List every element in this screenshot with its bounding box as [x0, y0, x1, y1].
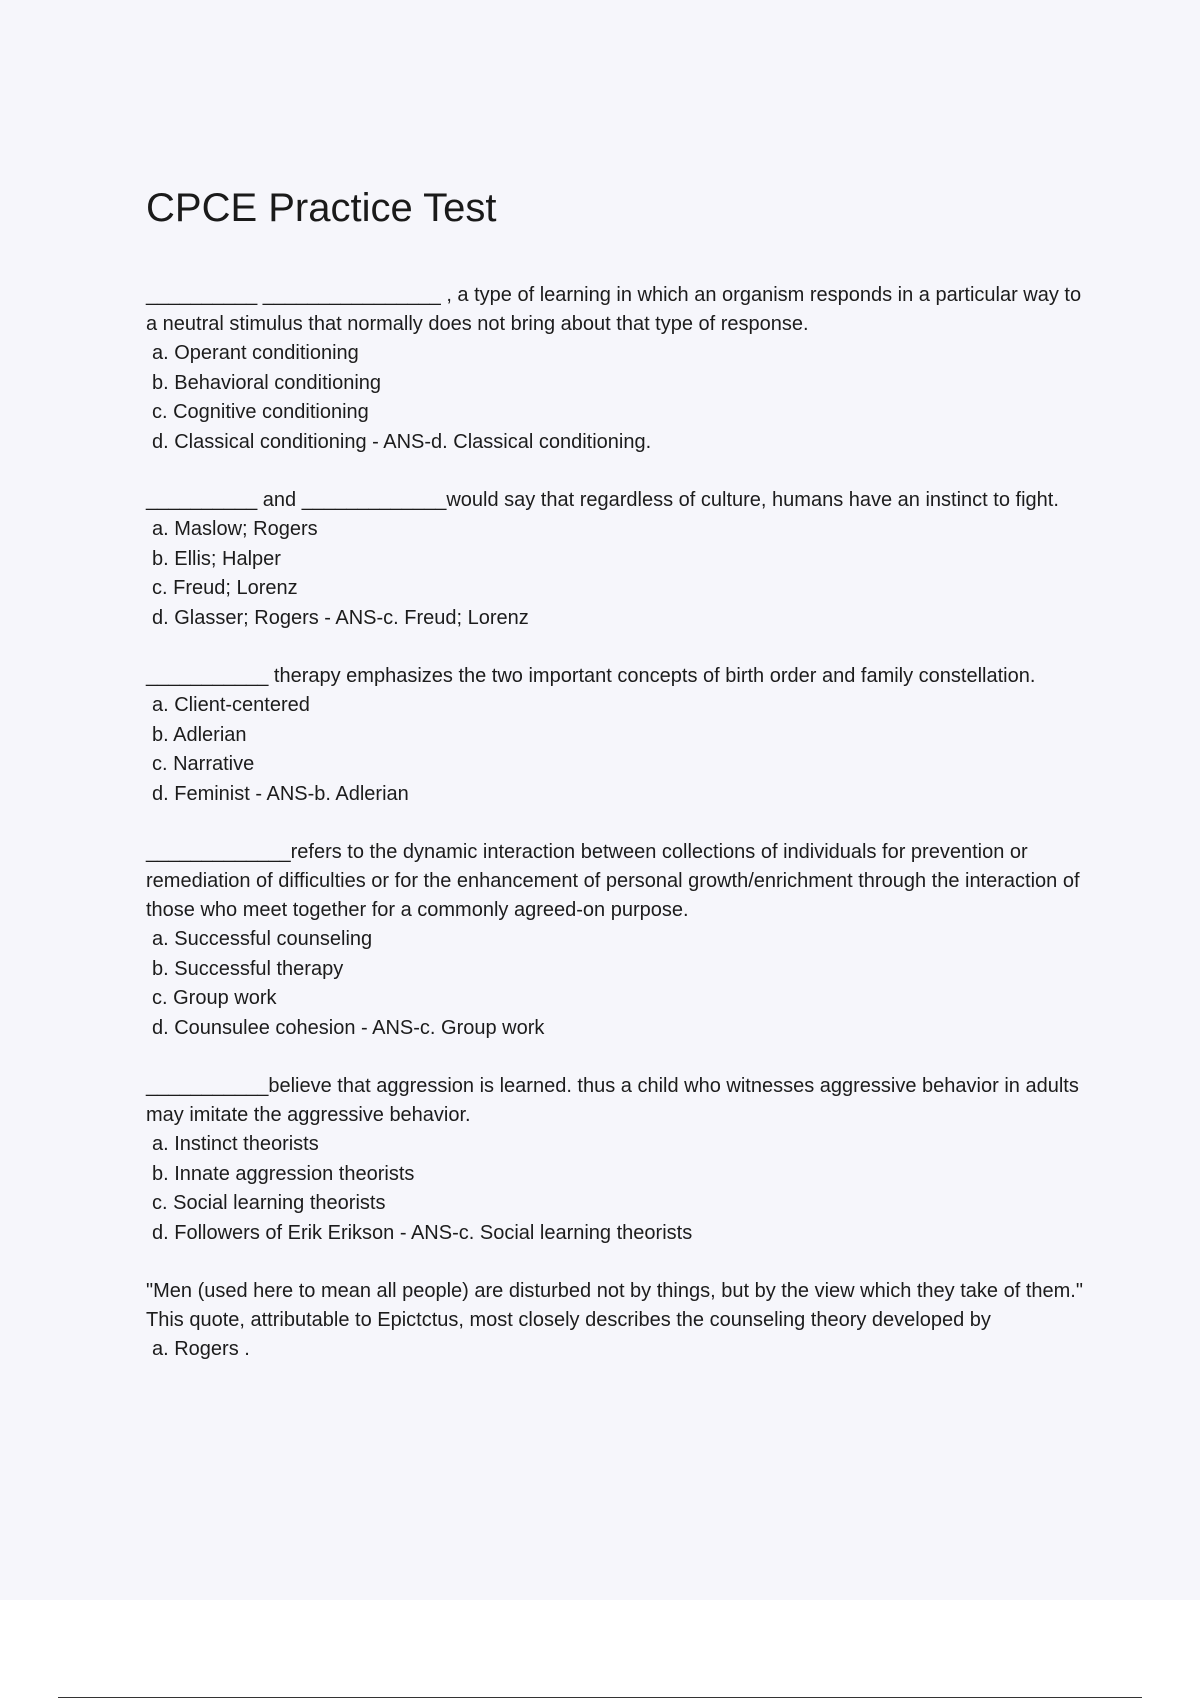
question-stem: "Men (used here to mean all people) are disturbed not by things, but by the view which they take of them." This quote, attributable to Epictctus, most closely describes the counseling theory developed by — [146, 1280, 1083, 1331]
answer-option: b. Behavioral conditioning — [152, 371, 382, 394]
answer-options — [146, 925, 1086, 1043]
answer-options — [146, 1130, 1086, 1248]
answer-option: d. Glasser; Rogers - ANS-c. Freud; Lorenz — [152, 606, 529, 629]
answer-option: d. Followers of Erik Erikson - ANS-c. Social learning theorists — [152, 1221, 693, 1244]
answer-option: b. Adlerian — [152, 723, 247, 746]
answer-option: c. Narrative — [152, 753, 255, 775]
answer-option: d. Classical conditioning - ANS-d. Classical conditioning. — [152, 430, 652, 453]
answer-option: b. Innate aggression theorists — [152, 1162, 415, 1185]
answer-options — [146, 1335, 1086, 1365]
question-stem: _____________refers to the dynamic interaction between collections of individuals for prevention or remediation of difficulties or for the enhancement of personal growth/enrichment through the interaction of those who meet together for a commonly agreed-on purpose. — [146, 841, 1080, 921]
document-content — [146, 182, 1086, 1394]
question-list — [146, 281, 1086, 1365]
answer-option: a. Rogers . — [152, 1338, 250, 1360]
answer-options — [146, 339, 1086, 457]
question-stem: ___________ therapy emphasizes the two important concepts of birth order and family constellation. — [146, 665, 1036, 687]
answer-option: a. Instinct theorists — [152, 1133, 319, 1155]
answer-option: c. Cognitive conditioning — [152, 401, 369, 423]
answer-option: c. Freud; Lorenz — [152, 577, 298, 599]
answer-option: a. Operant conditioning — [152, 342, 359, 364]
question-block — [146, 838, 1086, 1043]
question-block — [146, 1277, 1086, 1365]
question-block — [146, 662, 1086, 809]
answer-options — [146, 691, 1086, 809]
question-stem: __________ and _____________would say that regardless of culture, humans have an instinct to fight. — [146, 489, 1059, 511]
answer-option: d. Feminist - ANS-b. Adlerian — [152, 782, 409, 805]
answer-options — [146, 515, 1086, 633]
answer-option: d. Counsulee cohesion - ANS-c. Group work — [152, 1016, 545, 1039]
question-block — [146, 1072, 1086, 1248]
answer-option: c. Social learning theorists — [152, 1192, 386, 1214]
answer-option: b. Successful therapy — [152, 957, 344, 980]
question-block — [146, 486, 1086, 633]
question-block — [146, 281, 1086, 457]
question-stem: ___________believe that aggression is learned. thus a child who witnesses aggressive behavior in adults may imitate the aggressive behavior. — [146, 1075, 1079, 1126]
answer-option: a. Maslow; Rogers — [152, 518, 318, 540]
answer-option: a. Client-centered — [152, 694, 310, 716]
answer-option: b. Ellis; Halper — [152, 547, 281, 570]
answer-option: a. Successful counseling — [152, 928, 373, 950]
footer-divider — [58, 1697, 1142, 1698]
page-title: CPCE Practice Test — [146, 186, 497, 230]
answer-option: c. Group work — [152, 987, 277, 1009]
question-stem: __________ ________________ , a type of learning in which an organism responds in a particular way to a neutral stimulus that normally does not bring about that type of response. — [146, 284, 1082, 335]
